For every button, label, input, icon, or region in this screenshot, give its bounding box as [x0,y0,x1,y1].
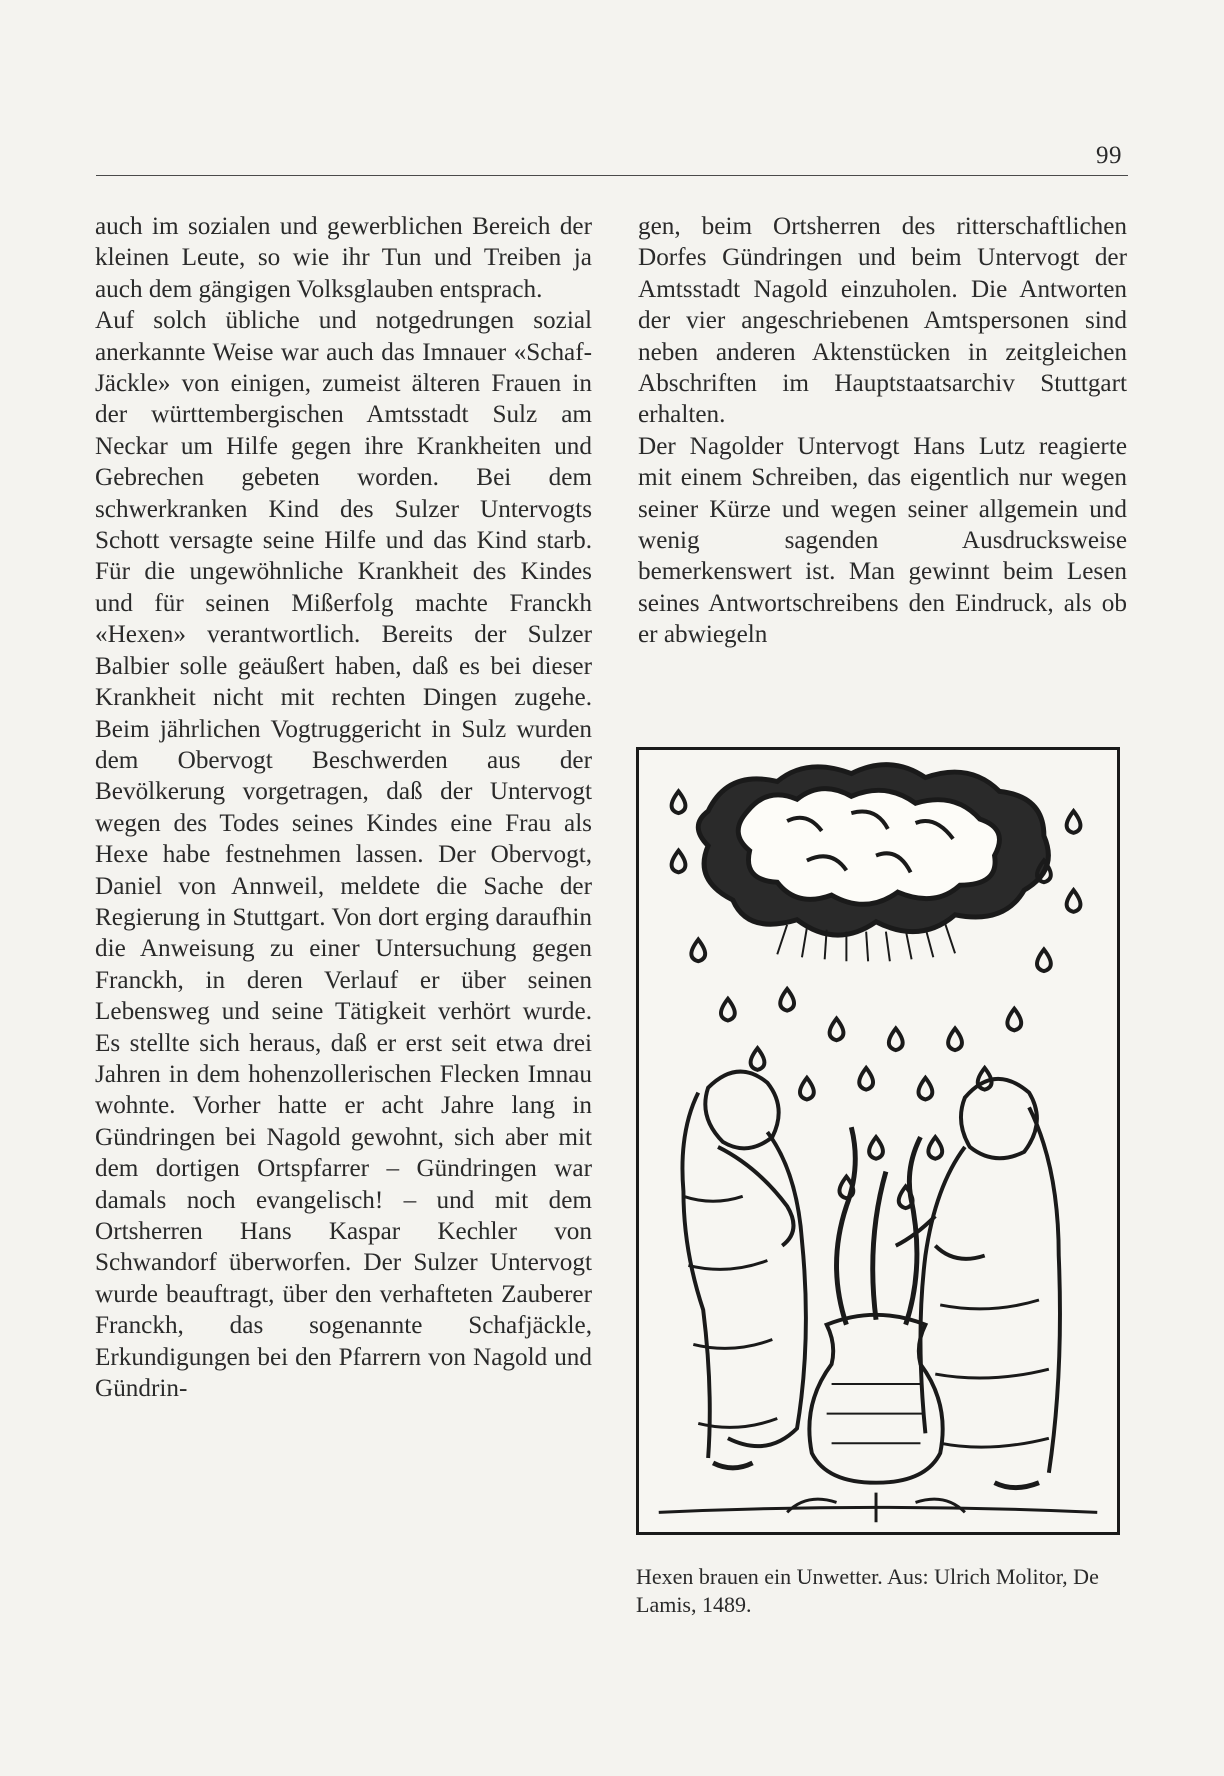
paragraph: auch im sozialen und gewerblichen Bereich der kleinen Leute, so wie ihr Tun und Treiben ja auch dem gängigen Volksglauben entsprach. [95,213,592,303]
left-text-column [95,211,592,1404]
ground-line [659,1507,1097,1512]
paragraph: gen, beim Ortsherren des ritterschaftlichen Dorfes Gündringen und beim Untervogt der Amtsstadt Nagold einzuholen. Die Antworten der vier angeschriebenen Amtspersonen sind neben anderen Aktenstücken in zeitgleichen Abschriften im Hauptstaatsarchiv Stuttgart erhalten. [638,213,1127,429]
cauldron-icon [787,1127,965,1522]
page-number: 99 [1096,142,1122,169]
right-text-column [638,211,1127,651]
left-witch-figure [682,1072,805,1468]
paragraph: Auf solch übliche und notgedrungen sozial anerkannte Weise war auch das Imnauer «Schaf-Jäckle» von einigen, zumeist älteren Frauen in der württembergischen Amtsstadt Sulz am Neckar um Hilfe gegen ihre Krankheiten und Gebrechen gebeten worden. Bei dem schwerkranken Kind des Sulzer Untervogts Schott versagte seine Hilfe und das Kind starb. Für die ungewöhnliche Krankheit des Kindes und für seinen Mißerfolg machte Franckh «Hexen» verantwortlich. Bereits der Sulzer Balbier solle geäußert haben, daß es bei dieser Krankheit nicht mit rechten Dingen zugehe. Beim jährlichen Vogtruggericht in Sulz wurden dem Obervogt Beschwerden aus der Bevölkerung vorgetragen, daß der Untervogt wegen des Todes seines Kindes eine Frau als Hexe habe festnehmen lassen. Der Obervogt, Daniel von Annweil, meldete die Sache der Regierung in Stuttgart. Von dort erging daraufhin die Anweisung zu einer Untersuchung gegen Franckh, in deren Verlauf er über seinen Lebensweg und seine Tätigkeit verhört wurde. Es stellte sich heraus, daß er erst seit etwa drei Jahren in dem hohenzollerischen Flecken Imnau wohnte. Vorher hatte er acht Jahre lang in Gündringen bei Nagold gewohnt, sich aber mit dem dortigen Ortspfarrer – Gündringen war damals noch evangelisch! – und mit dem Ortsherren Hans Kaspar Kechler von Schwandorf überworfen. Der Sulzer Untervogt wurde beauftragt, über den verhafteten Zauberer Franckh, das sogenannte Schafjäckle, Erkundigungen bei den Pfarrern von Nagold und Gündrin- [95,307,592,1403]
paragraph: Der Nagolder Untervogt Hans Lutz reagierte mit einem Schreiben, das eigentlich nur wegen seiner Kürze und wegen seiner allgemein und wenig sagenden Ausdrucksweise bemerkenswert ist. Man gewinnt beim Lesen seines Antwortschreibens den Eindruck, als ob er abwiegeln [638,432,1127,649]
storm-cloud-icon [698,765,1048,935]
header-rule [96,175,1128,176]
woodcut-illustration [636,747,1120,1535]
figure-caption: Hexen brauen ein Unwetter. Aus: Ulrich Molitor, De Lamis, 1489. [636,1564,1099,1617]
woodcut-drawing [639,750,1117,1532]
